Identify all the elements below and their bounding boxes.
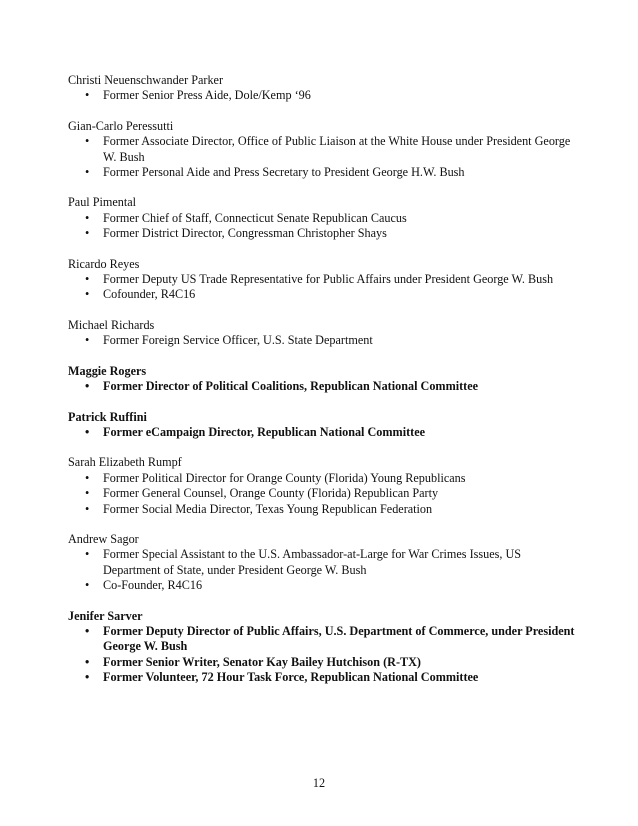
credential-list — [68, 624, 578, 686]
person-name: Maggie Rogers — [68, 363, 147, 378]
credential-list — [68, 547, 578, 593]
credential-item: • Former Personal Aide and Press Secretary to President George H.W. Bush — [68, 165, 578, 180]
person-name: Gian-Carlo Peressutti — [68, 118, 174, 133]
credential-item: • Former Special Assistant to the U.S. Ambassador-at-Large for War Crimes Issues, US Department of State, under President George W. Bush — [68, 547, 578, 578]
credential-item: • Former Social Media Director, Texas Young Republican Federation — [68, 502, 578, 517]
person-entry — [68, 257, 578, 303]
credential-item: • Co-Founder, R4C16 — [68, 578, 578, 593]
credential-list — [68, 333, 578, 348]
credential-list — [68, 379, 578, 394]
credential-item: • Former eCampaign Director, Republican National Committee — [68, 425, 578, 440]
person-name: Paul Pimental — [68, 195, 137, 210]
person-name: Andrew Sagor — [68, 531, 139, 546]
person-name: Ricardo Reyes — [68, 256, 140, 271]
person-entry — [68, 195, 578, 241]
credential-list — [68, 425, 578, 440]
person-entry — [68, 73, 578, 104]
person-entry — [68, 119, 578, 181]
credential-item: • Former Foreign Service Officer, U.S. State Department — [68, 333, 578, 348]
credential-list — [68, 211, 578, 242]
credential-item: • Former District Director, Congressman Christopher Shays — [68, 226, 578, 241]
credential-item: • Former Director of Political Coalitions, Republican National Committee — [68, 379, 578, 394]
credential-item: • Former Chief of Staff, Connecticut Senate Republican Caucus — [68, 211, 578, 226]
page-number: 12 — [312, 776, 326, 790]
credential-item: • Former Volunteer, 72 Hour Task Force, Republican National Committee — [68, 670, 578, 685]
credential-item: • Former Senior Press Aide, Dole/Kemp ‘96 — [68, 88, 578, 103]
person-name: Michael Richards — [68, 317, 155, 332]
person-name: Jenifer Sarver — [68, 608, 143, 623]
credential-item: • Former Associate Director, Office of Public Liaison at the White House under President George W. Bush — [68, 134, 578, 165]
person-entry — [68, 455, 578, 517]
person-entry — [68, 532, 578, 594]
credential-item: • Former Senior Writer, Senator Kay Bailey Hutchison (R-TX) — [68, 655, 578, 670]
credential-item: • Former Deputy US Trade Representative for Public Affairs under President George W. Bush — [68, 272, 578, 287]
person-entry — [68, 410, 578, 441]
credential-item: • Former Political Director for Orange County (Florida) Young Republicans — [68, 471, 578, 486]
person-entry — [68, 364, 578, 395]
credential-item: • Former Deputy Director of Public Affairs, U.S. Department of Commerce, under President George W. Bush — [68, 624, 578, 655]
credential-item: • Cofounder, R4C16 — [68, 287, 578, 302]
document-body — [68, 73, 578, 701]
person-name: Christi Neuenschwander Parker — [68, 73, 224, 87]
credential-list — [68, 471, 578, 517]
person-name: Patrick Ruffini — [68, 409, 147, 424]
person-entry — [68, 318, 578, 349]
credential-list — [68, 272, 578, 303]
person-name: Sarah Elizabeth Rumpf — [68, 455, 182, 470]
person-entry — [68, 609, 578, 686]
credential-item: • Former General Counsel, Orange County (Florida) Republican Party — [68, 486, 578, 501]
credential-list — [68, 88, 578, 103]
credential-list — [68, 134, 578, 180]
